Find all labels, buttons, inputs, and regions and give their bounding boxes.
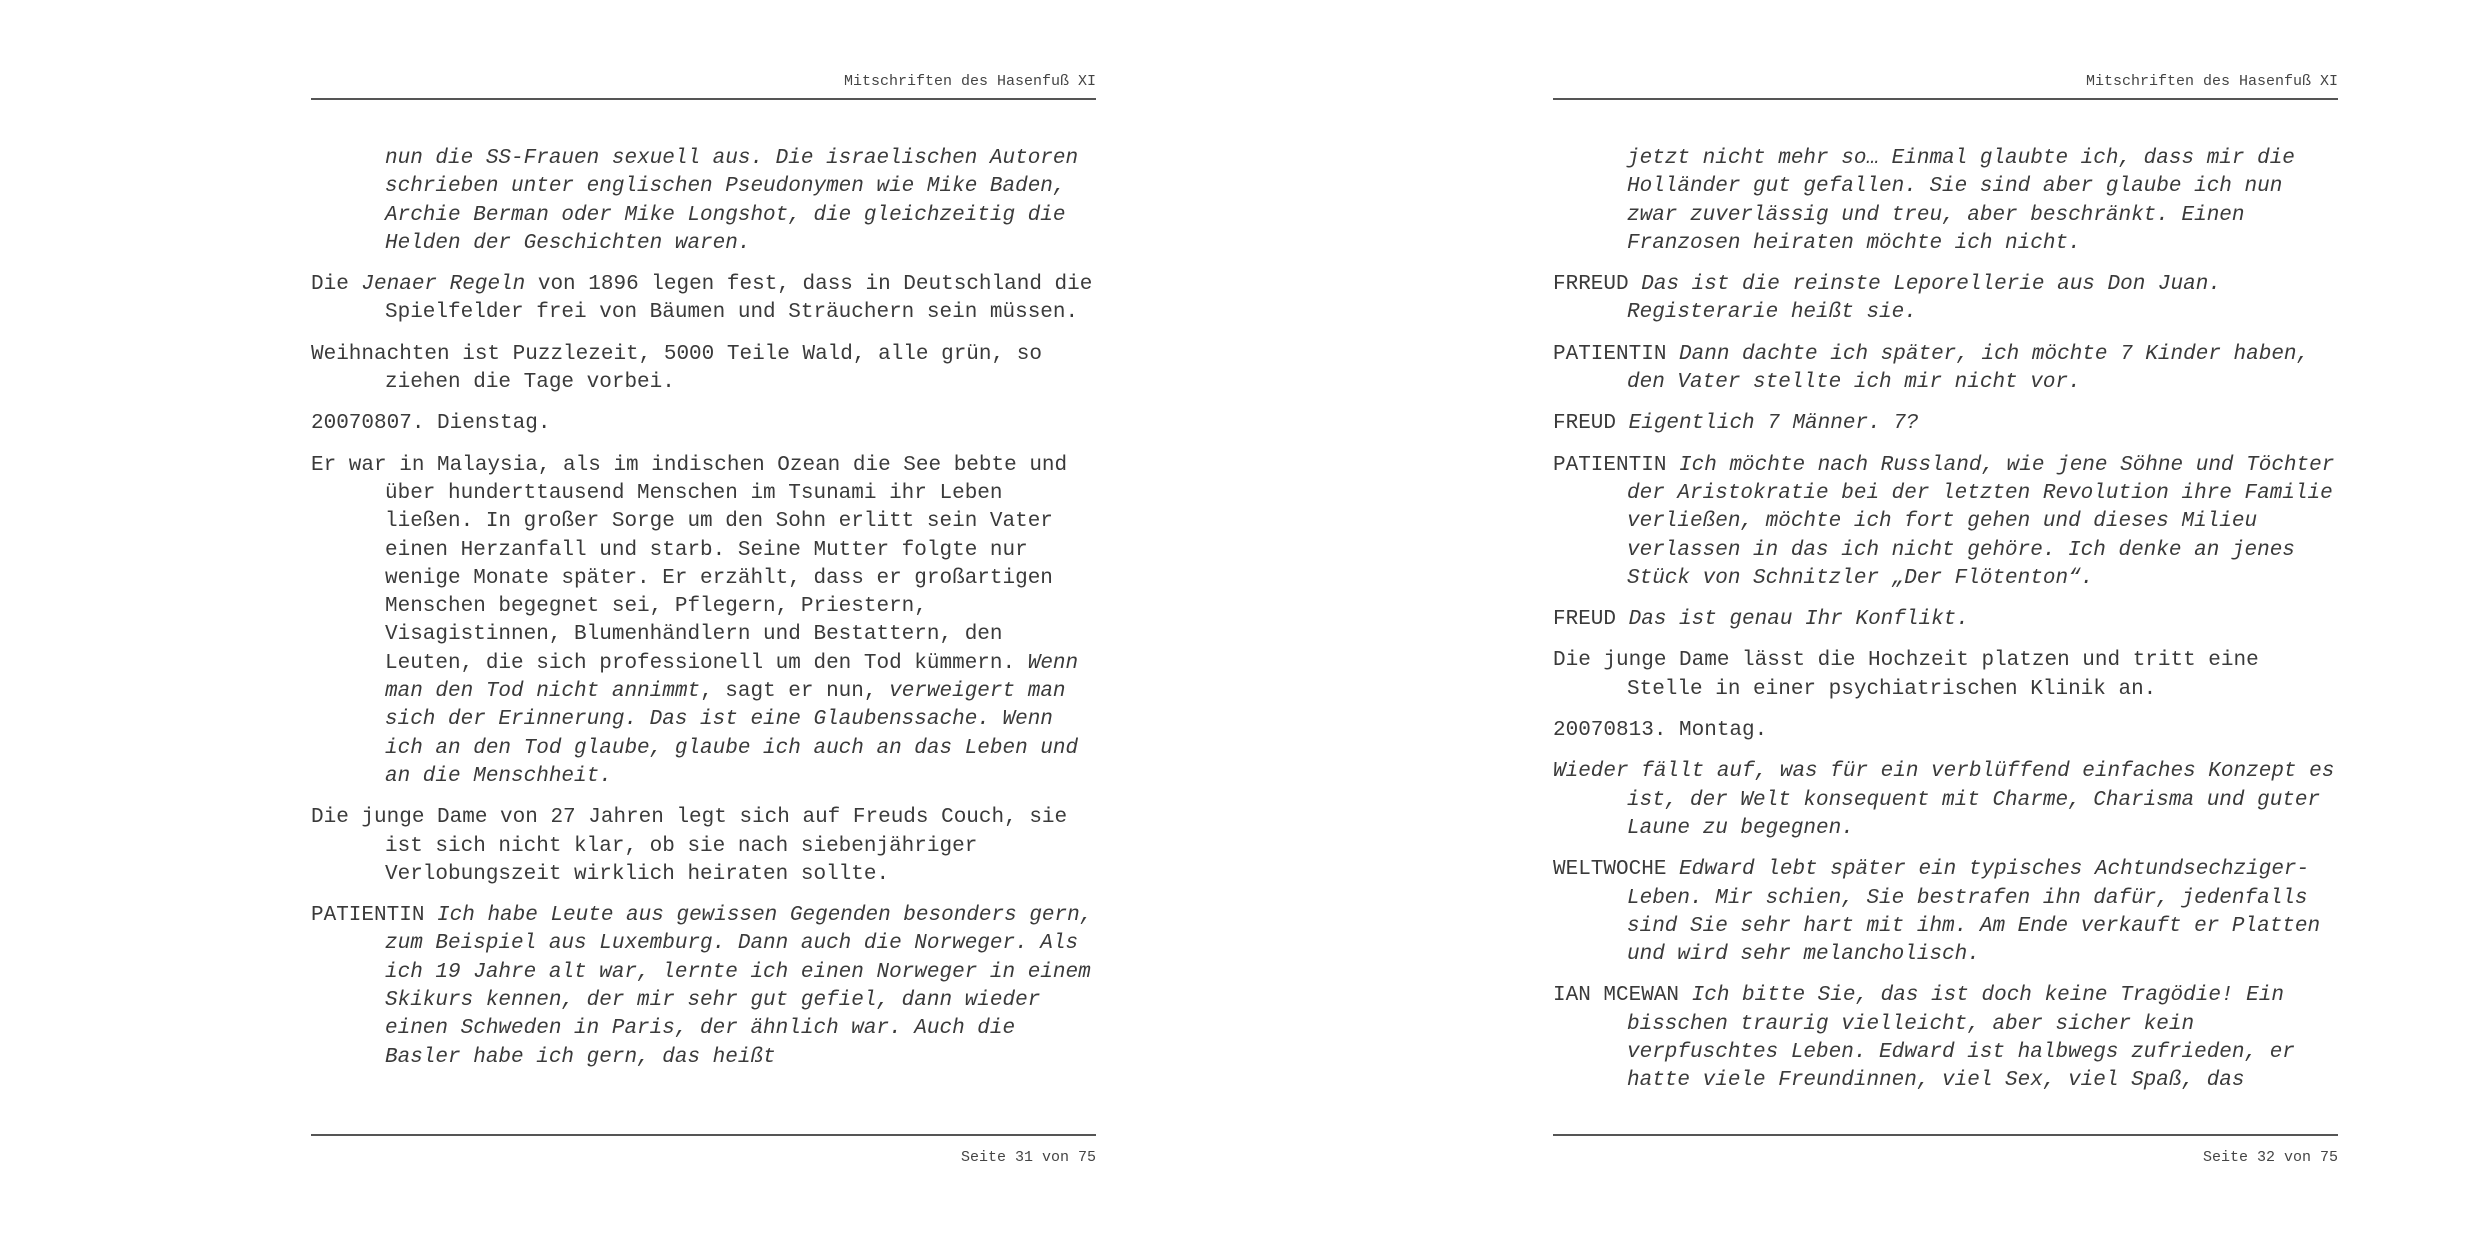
paragraph: [311, 145, 1096, 258]
page-header: Mitschriften des Hasenfuß XI: [1553, 72, 2338, 100]
dialogue-line: [1553, 982, 2338, 1095]
speaker-name: PATIENTIN: [311, 904, 425, 928]
speaker-name: WELTWOCHE: [1553, 858, 1667, 882]
dialogue-text: Eigentlich 7 Männer. 7?: [1628, 412, 1919, 436]
paragraph: Die junge Dame lässt die Hochzeit platzen und tritt eine Stelle in einer psychiatrischen Klinik an.: [1553, 649, 2259, 701]
speaker-name: PATIENTIN: [1553, 453, 1667, 477]
page-footer: Seite 32 von 75: [1553, 1134, 2338, 1168]
quote-text: jetzt nicht mehr so… Einmal glaubte ich, dass mir die Holländer gut gefallen. Sie sind aber glaube ich nun zwar zuverlässig und treu, aber beschränkt. Einen Franzosen heiraten möchte ich nicht.: [1627, 147, 2295, 255]
dialogue-line: [1553, 452, 2338, 593]
page-footer: Seite 31 von 75: [311, 1134, 1096, 1168]
dialogue-line: [1553, 341, 2338, 398]
dialogue-line: [1553, 271, 2338, 328]
dialogue-text: Ich bitte Sie, das ist doch keine Tragödie! Ein bisschen traurig vielleicht, aber sicher kein verpfuschtes Leben. Edward ist halbwegs zufrieden, er hatte viele Freundinnen, viel Sex, viel Spaß, das: [1627, 984, 2295, 1093]
dialogue-text: Edward lebt später ein typisches Achtundsechziger-Leben. Mir schien, Sie bestrafen ihn dafür, jedenfalls sind Sie sehr hart mit ihm. Am Ende verkauft er Platten und wird sehr melancholisch.: [1627, 858, 2321, 967]
dialogue-line: [1553, 410, 2338, 438]
speaker-name: FRREUD: [1553, 273, 1629, 297]
paragraph: Er war in Malaysia, als im indischen Ozean die See bebte und über hunderttausend Menschen im Tsunami ihr Leben ließen. In großer Sorge um den Sohn erlitt sein Vater einen Herzanfall und starb. Seine Mutter folgte nur wenige Monate später. Er erzählt, dass er großartigen Menschen begegnet sei, Pflegern, Priestern, Visagistinnen, Blumenhändlern und Bestattern, den Leuten, die sich professionell um den Tod kümmern. Wenn man den Tod nicht annimmt, sagt er nun, verweigert man sich der Erinnerung. Das ist eine Glaubenssache. Wenn ich an den Tod glaube, glaube ich auch an das Leben und an die Menschheit.: [311, 453, 1079, 788]
right-page: [1553, 0, 2338, 1240]
page-header: Mitschriften des Hasenfuß XI: [311, 72, 1096, 100]
speaker-name: FREUD: [1553, 412, 1617, 436]
page-body: [311, 145, 1096, 1085]
dialogue-line: [311, 902, 1096, 1072]
dialogue-text: Ich möchte nach Russland, wie jene Söhne und Töchter der Aristokratie bei der letzten Revolution ihre Familie verließen, möchte ich fort gehen und dieses Milieu verlassen in das ich nicht gehöre. Ich denke an jenes Stück von Schnitzler „Der Flötenton“.: [1627, 453, 2335, 590]
quote-text: nun die SS-Frauen sexuell aus. Die israelischen Autoren schrieben unter englischen Pseudonymen wie Mike Baden, Archie Berman oder Mike Longshot, die gleichzeitig die Helden der Geschichten waren.: [385, 147, 1079, 255]
dialogue-line: [1553, 856, 2338, 969]
speaker-name: PATIENTIN: [1553, 342, 1667, 366]
paragraph: Die Jenaer Regeln von 1896 legen fest, dass in Deutschland die Spielfelder frei von Bäumen und Sträuchern sein müssen.: [311, 273, 1093, 325]
dialogue-line: [1553, 606, 2338, 634]
paragraph: Weihnachten ist Puzzlezeit, 5000 Teile Wald, alle grün, so ziehen die Tage vorbei.: [311, 342, 1042, 395]
paragraph: Wieder fällt auf, was für ein verblüffend einfaches Konzept es ist, der Welt konsequent mit Charme, Charisma und guter Laune zu begegnen.: [1553, 760, 2335, 840]
speaker-name: IAN MCEWAN: [1553, 984, 1680, 1008]
page-body: [1553, 145, 2338, 1109]
dialogue-text: Das ist genau Ihr Konflikt.: [1628, 608, 1969, 632]
dialogue-text: Das ist die reinste Leporellerie aus Don Juan. Registerarie heißt sie.: [1627, 273, 2221, 325]
date-entry: 20070807. Dienstag.: [311, 412, 551, 436]
paragraph: [1553, 145, 2338, 258]
left-page: [311, 0, 1096, 1240]
speaker-name: FREUD: [1553, 608, 1617, 632]
date-entry: 20070813. Montag.: [1553, 719, 1768, 743]
dialogue-text: Ich habe Leute aus gewissen Gegenden besonders gern, zum Beispiel aus Luxemburg. Dann auch die Norweger. Als ich 19 Jahre alt war, lernte ich einen Norweger in einem Skikurs kennen, der mir sehr gut gefiel, dann wieder einen Schweden in Paris, der ähnlich war. Auch die Basler habe ich gern, das heißt: [385, 904, 1093, 1069]
dialogue-text: Dann dachte ich später, ich möchte 7 Kinder haben, den Vater stellte ich mir nicht vor.: [1627, 342, 2310, 395]
paragraph: Die junge Dame von 27 Jahren legt sich auf Freuds Couch, sie ist sich nicht klar, ob sie nach siebenjähriger Verlobungszeit wirklich heiraten sollte.: [311, 806, 1068, 886]
